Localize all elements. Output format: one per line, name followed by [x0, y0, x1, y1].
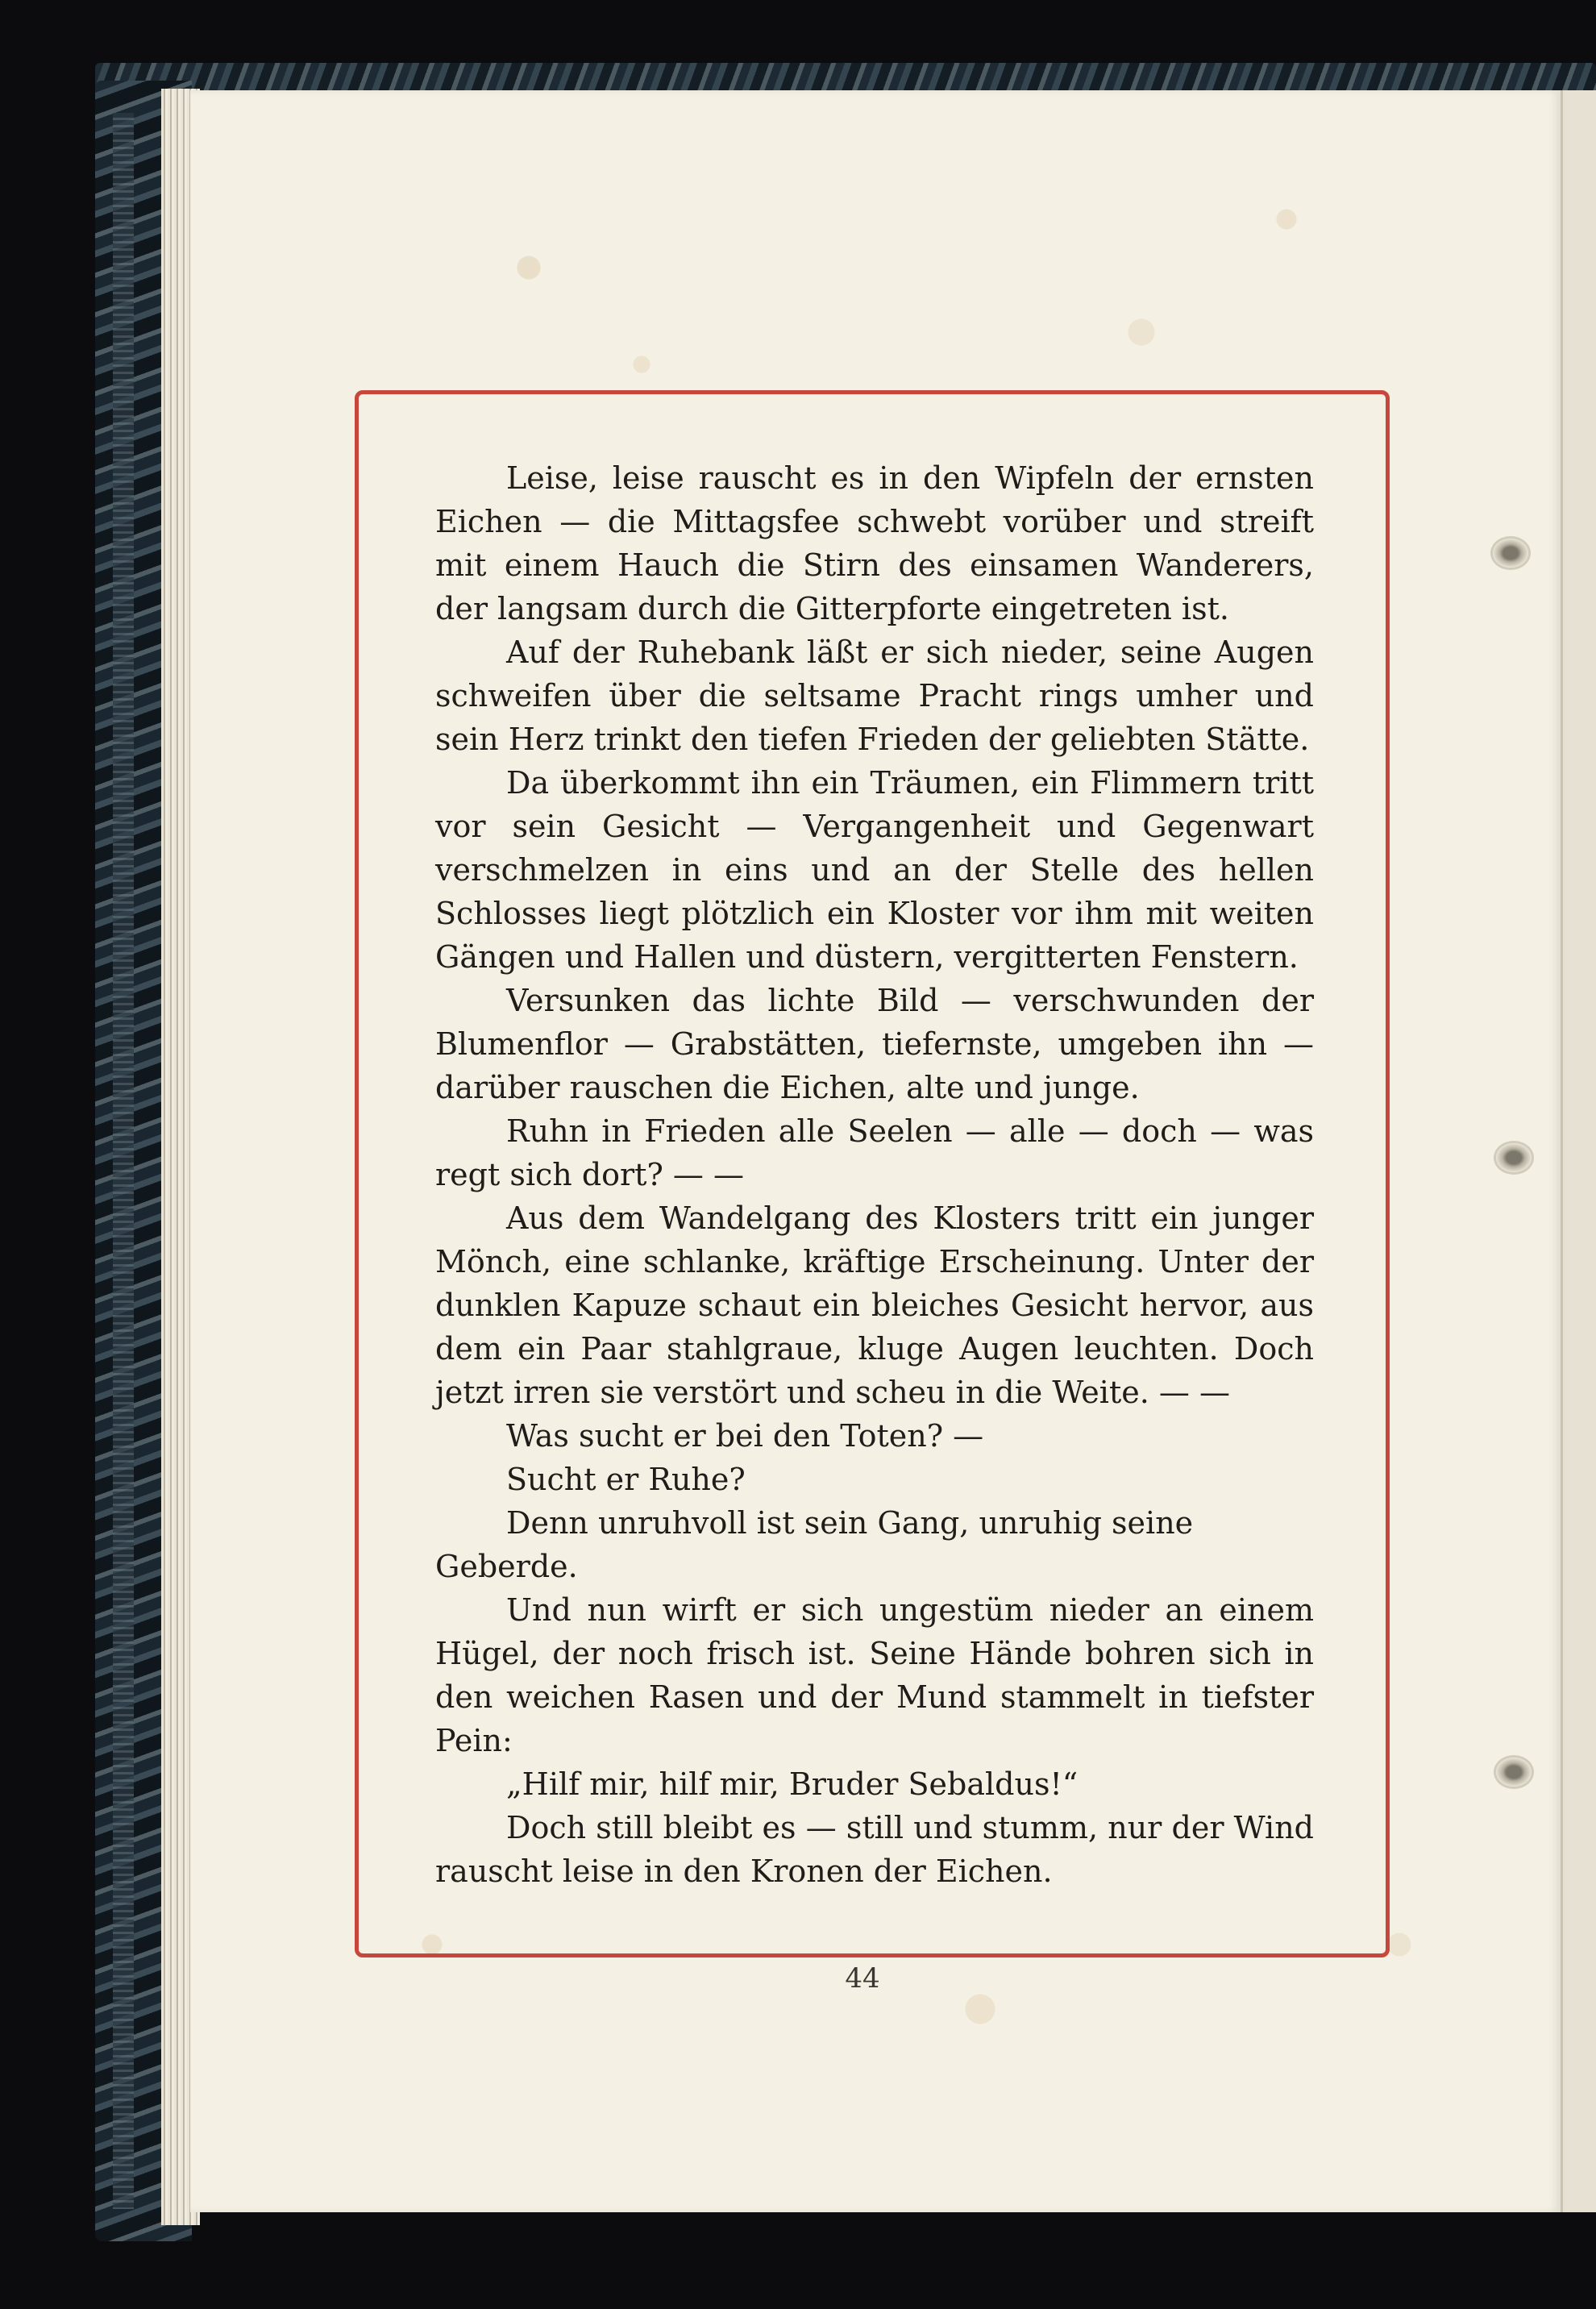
paragraph: Ruhn in Frieden alle Seelen — alle — doch — was regt sich dort? — — [435, 1113, 1314, 1192]
page-number: 44 [845, 1962, 880, 1995]
punch-hole-icon [1496, 1758, 1532, 1787]
next-page-edge [1561, 90, 1596, 2212]
book-spine-pattern [113, 113, 134, 2209]
paragraph: „Hilf mir, hilf mir, Bruder Sebaldus!“ [506, 1766, 1079, 1802]
punch-hole-icon [1496, 1143, 1532, 1172]
paragraph: Versunken das lichte Bild — verschwunden der Blumenflor — Grabstätten, tiefernste, umgeben ihn — darüber rauschen die Eichen, alte und junge. [435, 983, 1314, 1105]
paragraph: Denn unruhvoll ist sein Gang, unruhig seine Geberde. [435, 1505, 1194, 1584]
page-text [435, 456, 1314, 1893]
paragraph: Aus dem Wandelgang des Klosters tritt ein junger Mönch, eine schlanke, kräftige Erscheinung. Unter der dunklen Kapuze schaut ein bleiches Gesicht hervor, aus dem ein Paar stahlgraue, kluge Augen leuchten. Doch jetzt irren sie verstört und scheu in die Weite. — — [435, 1200, 1314, 1410]
paragraph: Auf der Ruhebank läßt er sich nieder, seine Augen schweifen über die seltsame Pracht rings umher und sein Herz trinkt den tiefen Frieden der geliebten Stätte. [435, 634, 1314, 757]
paragraph: Sucht er Ruhe? [506, 1462, 746, 1497]
paragraph: Da überkommt ihn ein Träumen, ein Flimmern tritt vor sein Gesicht — Vergangenheit und Gegenwart verschmelzen in eins und an der Stelle des hellen Schlosses liegt plötzlich ein Kloster vor ihm mit weiten Gängen und Hallen und düstern, vergitterten Fenstern. [435, 765, 1314, 975]
paragraph: Was sucht er bei den Toten? — [506, 1418, 984, 1454]
paragraph: Doch still bleibt es — still und stumm, nur der Wind rauscht leise in den Kronen der Eichen. [435, 1810, 1314, 1889]
paragraph: Und nun wirft er sich ungestüm nieder an einem Hügel, der noch frisch ist. Seine Hände bohren sich in den weichen Rasen und der Mund stammelt in tiefster Pein: [435, 1592, 1314, 1758]
paragraph: Leise, leise rauscht es in den Wipfeln der ernsten Eichen — die Mittagsfee schwebt vorüber und streift mit einem Hauch die Stirn des einsamen Wanderers, der langsam durch die Gitterpforte eingetreten ist. [435, 460, 1314, 626]
punch-hole-icon [1493, 539, 1528, 568]
